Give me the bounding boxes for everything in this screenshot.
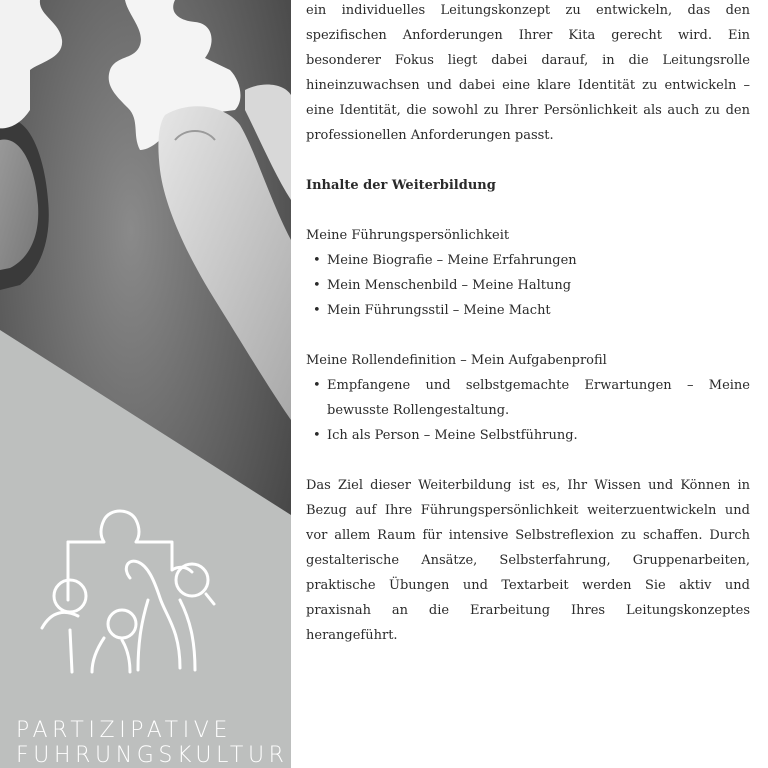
spacer [306,323,750,348]
spacer [306,448,750,473]
content-group [306,223,750,323]
content-column [306,0,750,768]
group-title: Meine Rollendefinition – Mein Aufgabenprofil [306,353,607,368]
intro-paragraph: ein individuelles Leitungskonzept zu entwickeln, das den spezifischen Anforderungen Ihrer Kita gerecht wird. Ein besonderer Fokus liegt dabei darauf, in die Leitungsrolle hineinzuwachsen und dabei eine klare Identität zu entwickeln – eine Identität, die sowohl zu Ihrer Persönlichkeit als auch zu den professionellen Anforderungen passt. [306,3,750,143]
closing-paragraph: Das Ziel dieser Weiterbildung ist es, Ihr Wissen und Können in Bezug auf Ihre Führungspersönlichkeit weiterzuentwickeln und vor allem Raum für intensive Selbstreflexion zu schaffen. Durch gestalterische Ansätze, Selbsterfahrung, Gruppenarbeiten, praktische Übungen und Textarbeit werden Sie aktiv und praxisnah an die Erarbeitung Ihres Leitungskonzeptes herangeführt. [306,478,750,643]
list-item: • Mein Führungsstil – Meine Macht [327,298,750,323]
brand-name-line-1: PARTIZIPATIVE [16,718,232,743]
list-item: • Ich als Person – Meine Selbstführung. [327,423,750,448]
bullet-list [306,248,750,323]
list-item: • Meine Biografie – Meine Erfahrungen [327,248,750,273]
list-item: • Mein Menschenbild – Meine Haltung [327,273,750,298]
content-group [306,348,750,448]
group-title: Meine Führungspersönlichkeit [306,228,510,243]
left-visual-panel [0,0,291,768]
puzzle-people-icon [30,500,230,680]
section-heading: Inhalte der Weiterbildung [306,178,496,193]
brand-name-line-2: FÜHRUNGSKULTUR [16,743,289,768]
list-item: • Empfangene und selbstgemachte Erwartungen – Meine bewusste Rollengestaltung. [327,373,750,423]
bullet-list [306,373,750,448]
